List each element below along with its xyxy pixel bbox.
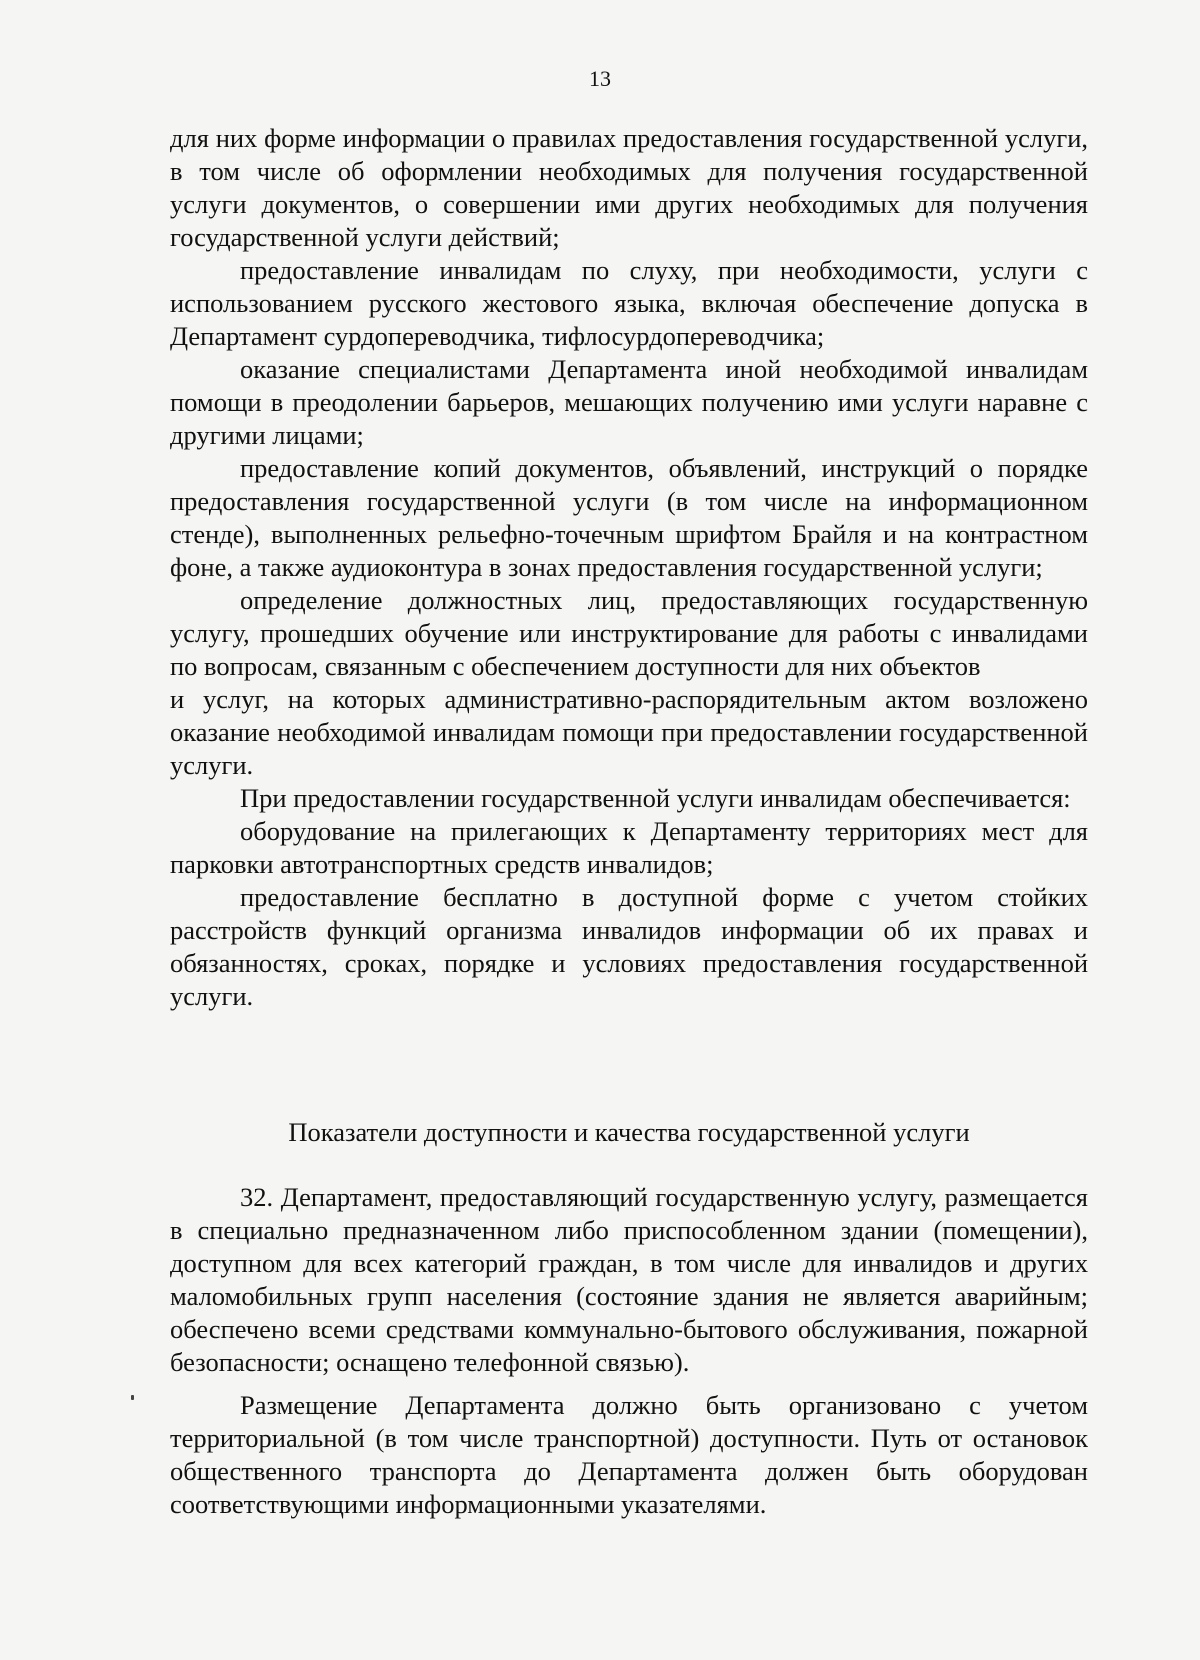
paragraph: предоставление инвалидам по слуху, при необходимости, услуги с использованием русского жестового языка, включая обеспечение допуска в Департамент сурдопереводчика, тифлосурдопереводчика; (170, 255, 1088, 351)
paragraph: и услуг, на которых административно-распорядительным актом возложено оказание необходимой инвалидам помощи при предоставлении государственной услуги. (170, 684, 1088, 780)
paragraph: предоставление копий документов, объявлений, инструкций о порядке предоставления государственной услуги (в том числе на информационном стенде), выполненных рельефно-точечным шрифтом Брайля и на контрастном фоне, а также аудиоконтура в зонах предоставления государственной услуги; (170, 453, 1088, 582)
paragraph: для них форме информации о правилах предоставления государственной услуги, в том числе об оформлении необходимых для получения государственной услуги документов, о совершении ими других необходимых для получения государственной услуги действий; (170, 123, 1088, 252)
paragraph: предоставление бесплатно в доступной форме с учетом стойких расстройств функций организма инвалидов информации об их правах и обязанностях, сроках, порядке и условиях предоставления государственной услуги. (170, 882, 1088, 1011)
section-heading: Показатели доступности и качества государственной услуги (288, 1117, 970, 1147)
page-number: 13 (589, 66, 611, 91)
section-body (170, 1181, 1088, 1521)
body-text (170, 122, 1088, 1013)
paragraph: оборудование на прилегающих к Департаменту территориях мест для парковки автотранспортных средств инвалидов; (170, 816, 1088, 879)
paragraph: 32. Департамент, предоставляющий государственную услугу, размещается в специально предназначенном либо приспособленном здании (помещении), доступном для всех категорий граждан, в том числе для инвалидов и других маломобильных групп населения (состояние здания не является аварийным; обеспечено всеми средствами коммунально-бытового обслуживания, пожарной безопасности; оснащено телефонной связью). (170, 1182, 1088, 1377)
paragraph: Размещение Департамента должно быть организовано с учетом территориальной (в том числе транспортной) доступности. Путь от остановок общественного транспорта до Департамента должен быть оборудован соответствующими информационными указателями. (170, 1390, 1088, 1519)
paragraph: оказание специалистами Департамента иной необходимой инвалидам помощи в преодолении барьеров, мешающих получению ими услуги наравне с другими лицами; (170, 354, 1088, 450)
scan-speck (131, 1395, 134, 1400)
paragraph: При предоставлении государственной услуги инвалидам обеспечивается: (240, 783, 1071, 813)
paragraph: определение должностных лиц, предоставляющих государственную услугу, прошедших обучение или инструктирование для работы с инвалидами по вопросам, связанным с обеспечением доступности для них объектов (170, 585, 1088, 681)
